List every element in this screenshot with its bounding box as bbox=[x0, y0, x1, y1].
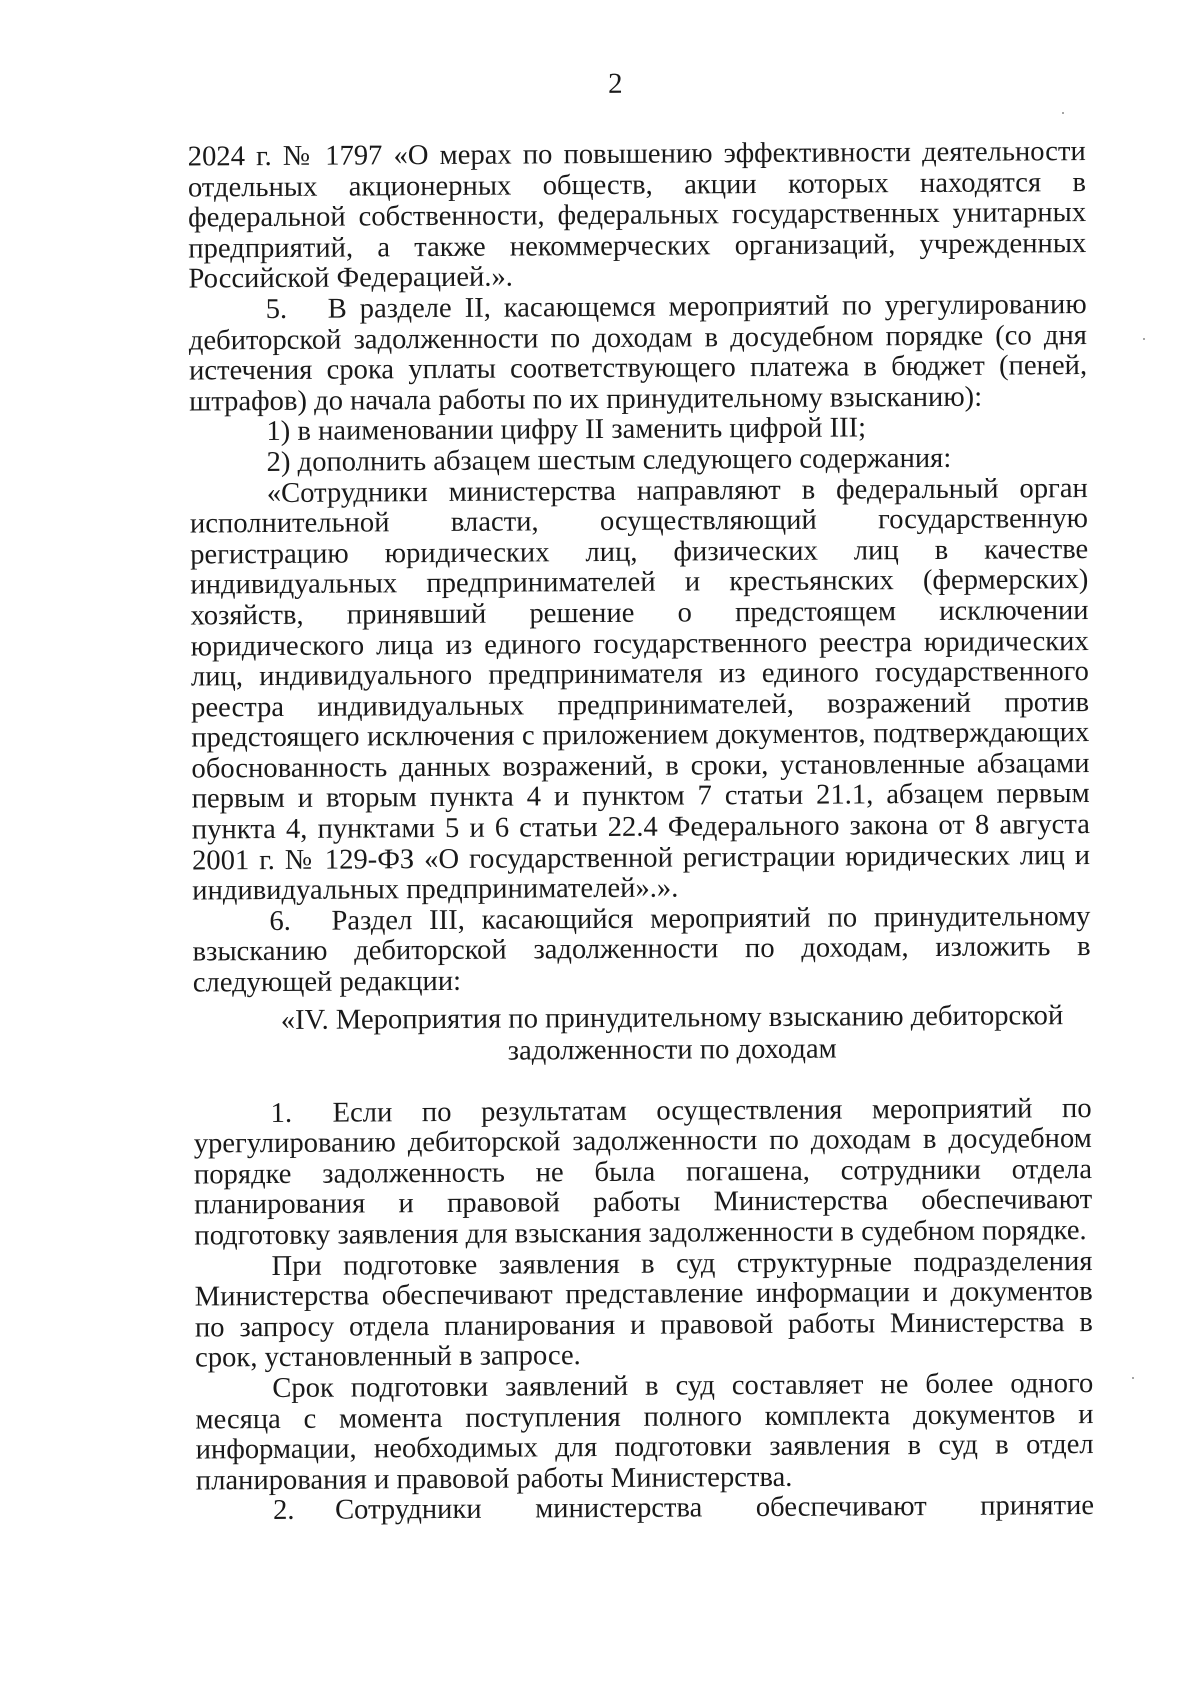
paragraph-court-preparation: При подготовке заявления в суд структурные подразделения Министерства обеспечивают представление информации и документов по запросу отдела планирования и правовой работы Министерства в срок, установленный в запросе. bbox=[194, 1245, 1093, 1374]
clause-2-text: Сотрудники министерства обеспечивают принятие bbox=[334, 1490, 1095, 1526]
paragraph-item-6 bbox=[192, 902, 1091, 999]
paragraph-decree-reference: 2024 г. № 1797 «О мерах по повышению эффективности деятельности отдельных акционерных обществ, акции которых находятся в федеральной собственности, федеральных государственных унитарных предприятий, а также некоммерческих организаций, учрежденных Российской Федерацией.». bbox=[187, 136, 1087, 295]
subitem-2: 2) дополнить абзацем шестым следующего содержания: bbox=[266, 442, 952, 478]
paragraph-item-5 bbox=[189, 290, 1088, 418]
scan-speck bbox=[1132, 1377, 1134, 1379]
page-number: 2 bbox=[607, 67, 623, 100]
subitem-1: 1) в наименовании цифру II заменить цифрой III; bbox=[266, 412, 867, 448]
paragraph-clause-1 bbox=[194, 1094, 1093, 1252]
scan-speck bbox=[1062, 112, 1064, 114]
scan-speck bbox=[1143, 338, 1145, 340]
item-5-text: В разделе II, касающемся мероприятий по урегулированию дебиторской задолженности по доходам в досудебном порядке (со дня истечения срока уплаты соответствующего платежа в бюджет (пеней, штрафов) до начала работы по их принудительному взысканию): bbox=[188, 288, 1088, 418]
item-number-6: 6. bbox=[269, 905, 291, 937]
section-heading: «IV. Мероприятия по принудительному взысканию дебиторской задолженности по доходам bbox=[280, 999, 1064, 1067]
clause-number-1: 1. bbox=[270, 1097, 293, 1129]
document-body bbox=[188, 137, 1094, 1527]
paragraph-deadline: Срок подготовки заявлений в суд составляет не более одного месяца с момента поступления полного комплекта документов и информации, необходимых для подготовки заявления в суд в отдел планирования и правовой работы Министерства. bbox=[195, 1367, 1094, 1497]
item-number-5: 5. bbox=[265, 293, 288, 326]
clause-1-text: Если по результатам осуществления мероприятий по урегулированию дебиторской задолженности по доходам в досудебном порядке задолженность не была погашена, сотрудники отдела планирования и правовой работы Министерства обеспечивают подготовку заявления для взыскания задолженности в судебном порядке. bbox=[193, 1092, 1093, 1252]
paragraph-clause-2 bbox=[196, 1491, 1094, 1527]
paragraph-quoted-addition: «Сотрудники министерства направляют в федеральный орган исполнительной власти, осуществляющий государственную регистрацию юридических лиц, физических лиц в качестве индивидуальных предпринимателей и крестьянских (фермерских) хозяйств, принявший решение о предстоящем исключении юридического лица из единого государственного реестра юридических лиц, индивидуального предпринимателя из единого государственного реестра индивидуальных предпринимателей, возражений против предстоящего исключения с приложением документов, подтверждающих обоснованность данных возражений, в сроки, установленные абзацами первым и вторым пункта 4 и пунктом 7 статьи 21.1, абзацем первым пункта 4, пунктами 5 и 6 статьи 22.4 Федерального закона от 8 августа 2001 г. № 129-ФЗ «О государственной регистрации юридических лиц и индивидуальных предпринимателей».». bbox=[189, 472, 1091, 907]
item-6-text: Раздел III, касающийся мероприятий по принудительному взысканию дебиторской задолженности по доходам, изложить в следующей редакции: bbox=[192, 900, 1091, 999]
clause-number-2: 2. bbox=[272, 1495, 295, 1527]
